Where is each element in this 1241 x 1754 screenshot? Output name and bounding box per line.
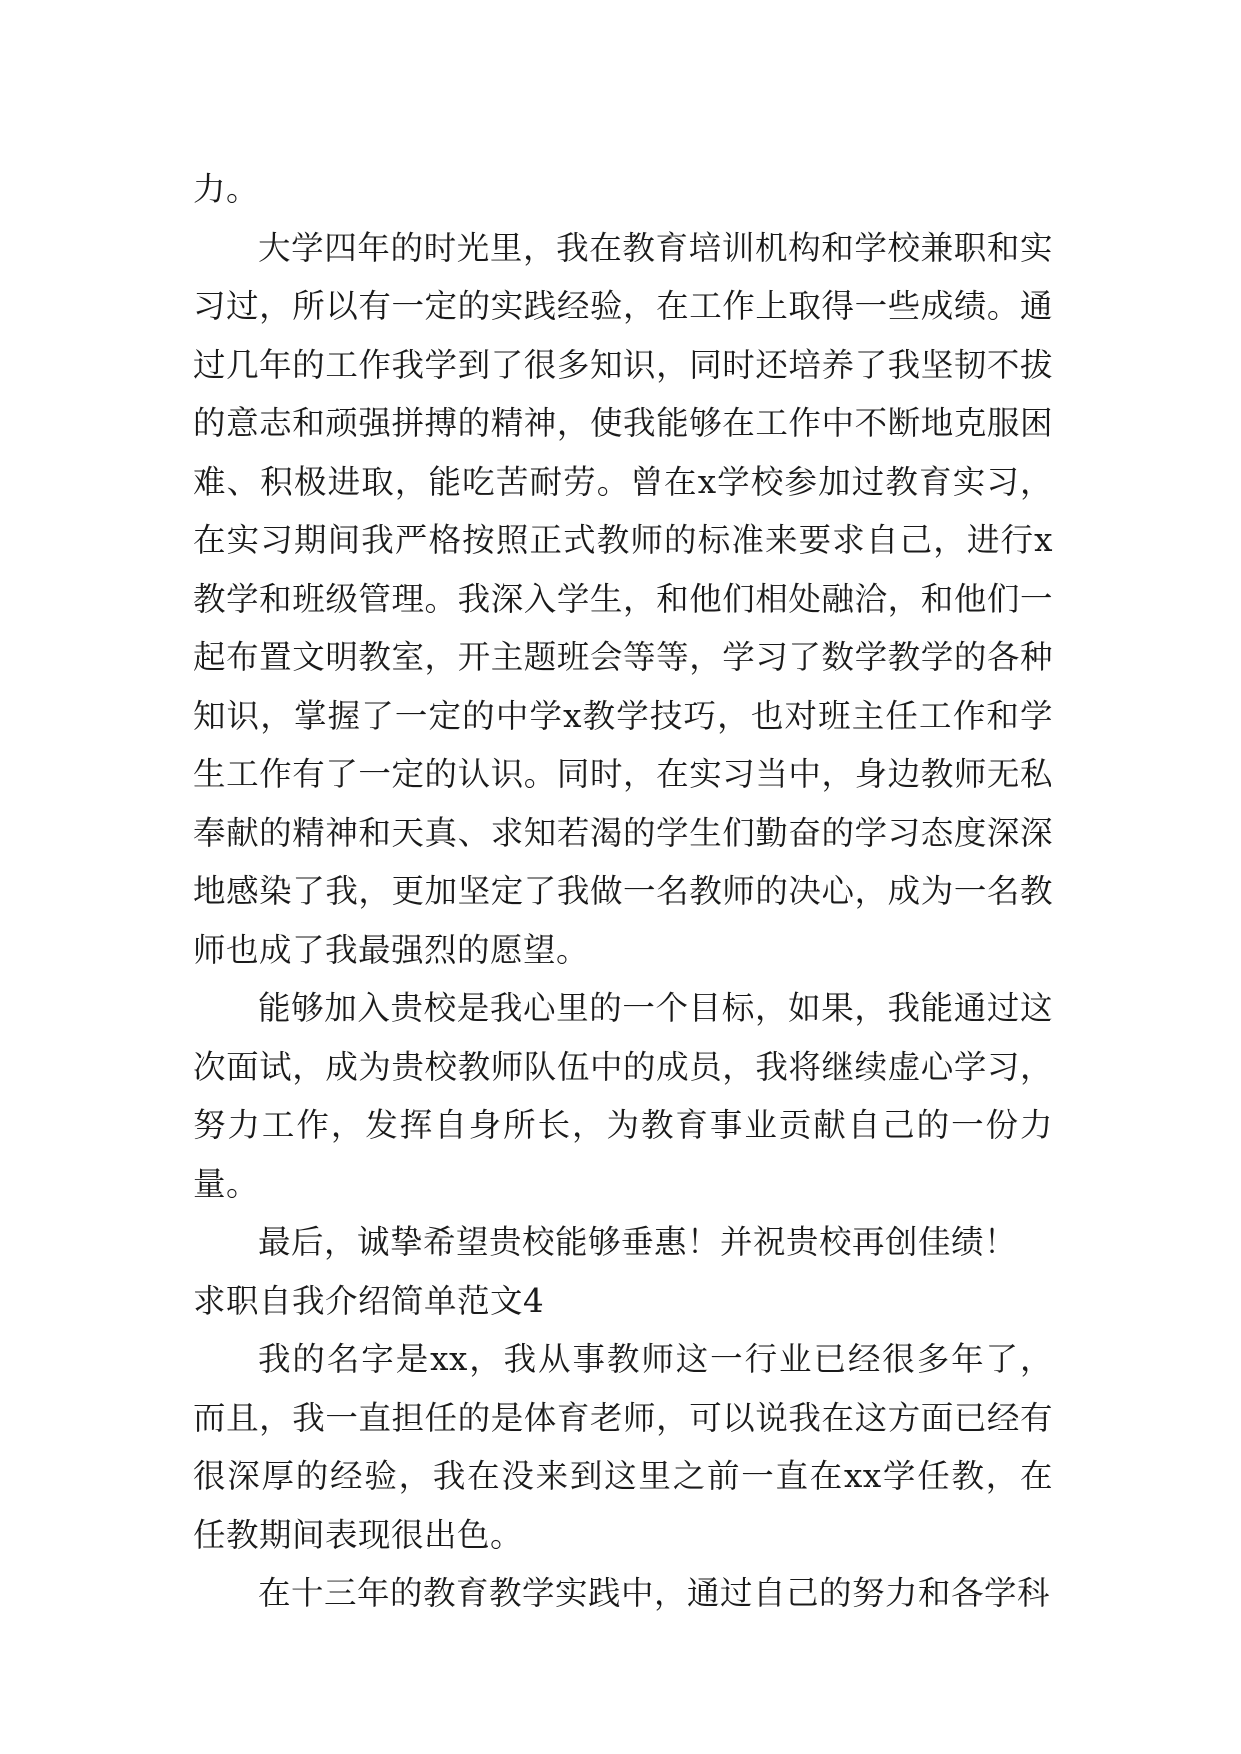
paragraph-self-introduction: 我的名字是xx，我从事教师这一行业已经很多年了，而且，我一直担任的是体育老师，可以说我在这方面已经有很深厚的经验，我在没来到这里之前一直在xx学任教，在任教期间表现很出色。 <box>193 1340 1053 1554</box>
paragraph-university-experience: 大学四年的时光里，我在教育培训机构和学校兼职和实习过，所以有一定的实践经验，在工作上取得一些成绩。通过几年的工作我学到了很多知识，同时还培养了我坚韧不拔的意志和顽强拼搏的精神，使我能够在工作中不断地克服困难、积极进取，能吃苦耐劳。曾在x学校参加过教育实习，在实习期间我严格按照正式教师的标准来要求自己，进行x教学和班级管理。我深入学生，和他们相处融洽，和他们一起布置文明教室，开主题班会等等，学习了数学教学的各种知识，掌握了一定的中学x教学技巧，也对班主任工作和学生工作有了一定的认识。同时，在实习当中，身边教师无私奉献的精神和天真、求知若渴的学生们勤奋的学习态度深深地感染了我，更加坚定了我做一名教师的决心，成为一名教师也成了我最强烈的愿望。 <box>193 228 1053 969</box>
section-heading: 求职自我介绍简单范文4 <box>193 1281 545 1320</box>
paragraph-continuation: 力。 <box>193 170 260 208</box>
paragraph-joining-goal: 能够加入贵校是我心里的一个目标，如果，我能通过这次面试，成为贵校教师队伍中的成员，我将继续虚心学习，努力工作，发挥自身所长，为教育事业贡献自己的一份力量。 <box>193 989 1053 1203</box>
paragraph-closing-wish: 最后，诚挚希望贵校能够垂惠！并祝贵校再创佳绩！ <box>258 1223 1018 1261</box>
document-body <box>193 160 1053 1623</box>
paragraph-teaching-practice: 在十三年的教育教学实践中，通过自己的努力和各学科 <box>258 1574 1051 1612</box>
